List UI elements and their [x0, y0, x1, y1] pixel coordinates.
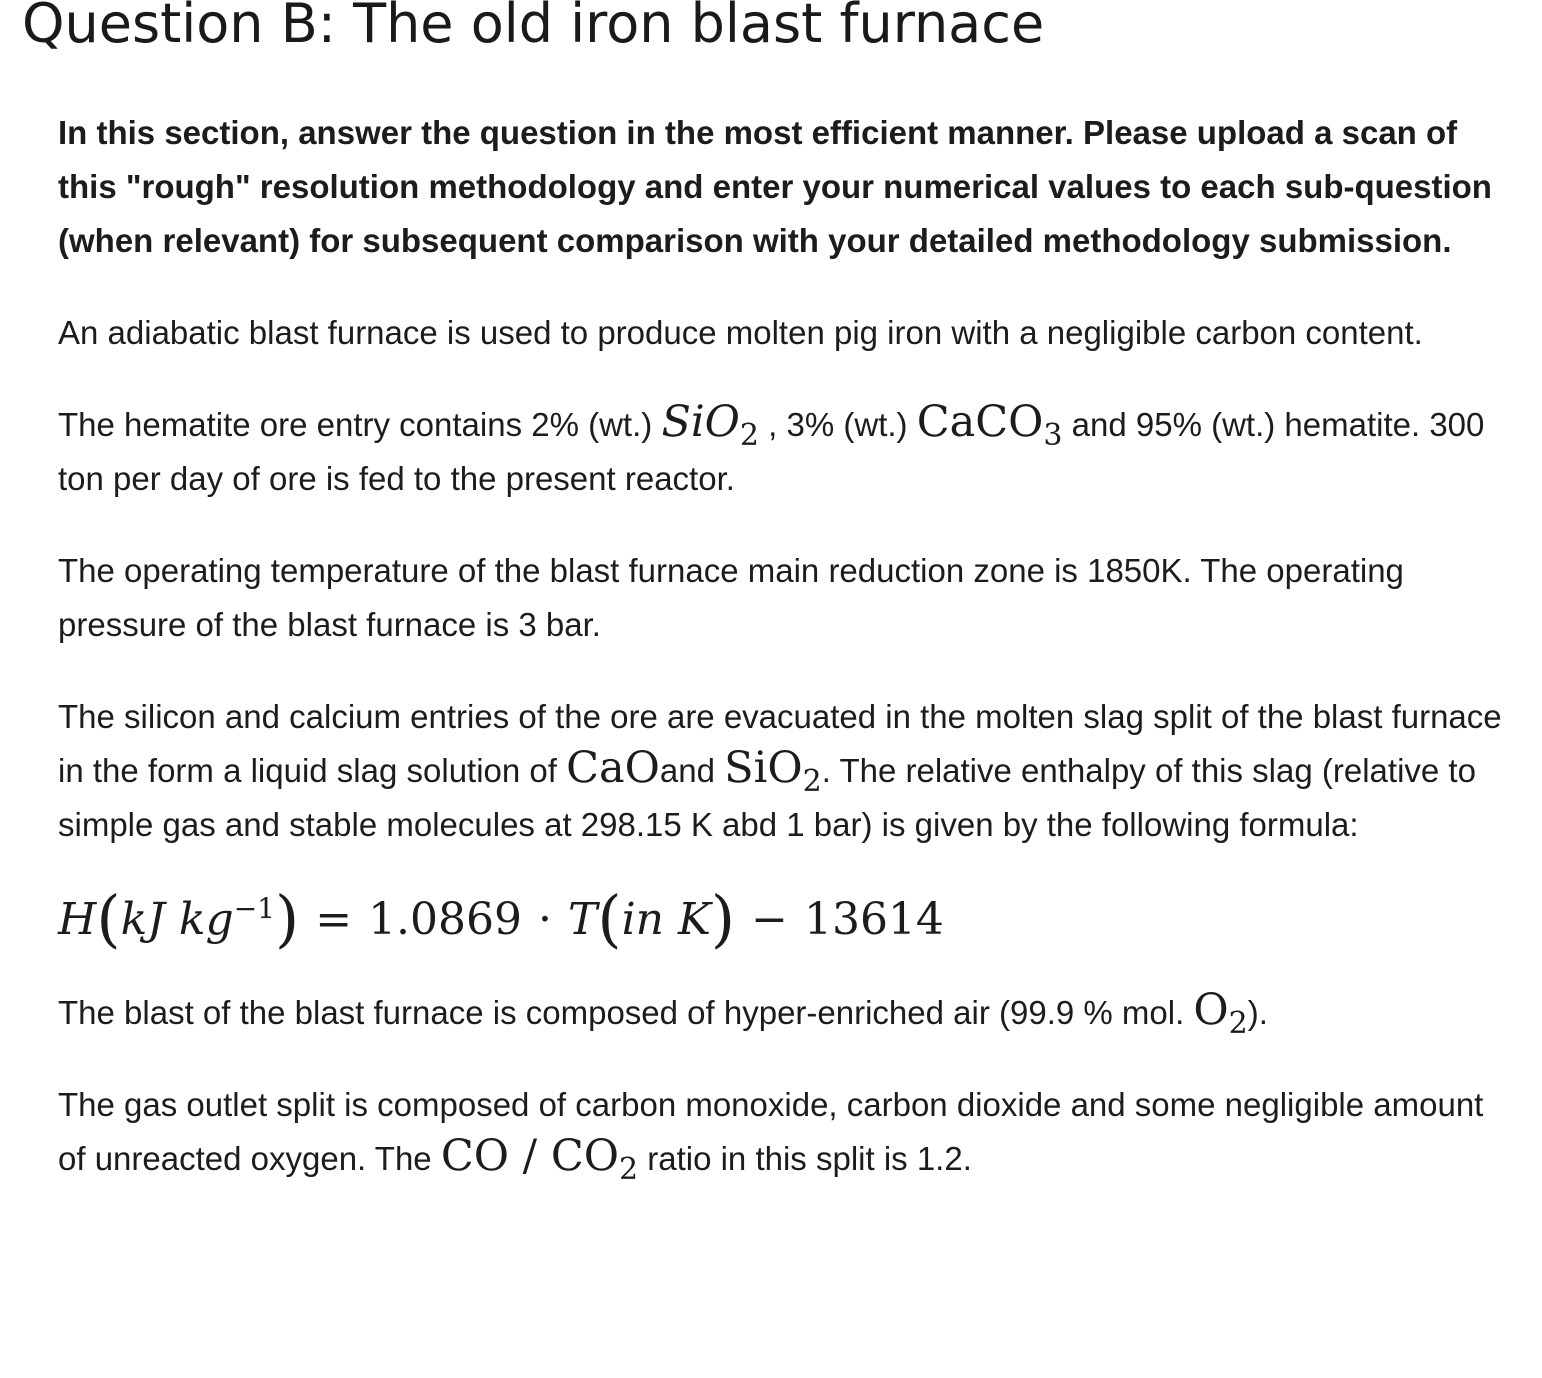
co-formula: CO	[440, 1131, 509, 1181]
slag-text-a: The silicon and calcium entries of the ore are evacuated in the molten slag split of the blast furnace in the form a liquid slag solution of	[58, 698, 1502, 789]
ore-text-a: The hematite ore entry contains 2% (wt.)	[58, 406, 662, 443]
slag-paragraph	[58, 690, 1513, 852]
furnace-description-paragraph: An adiabatic blast furnace is used to produce molten pig iron with a negligible carbon content.	[58, 314, 1423, 351]
eq-temp-unit: in K	[621, 894, 711, 945]
cao-formula: CaO	[566, 743, 660, 793]
operating-conditions-paragraph: The operating temperature of the blast furnace main reduction zone is 1850K. The operating pressure of the blast furnace is 3 bar.	[58, 552, 1404, 643]
gas-outlet-paragraph	[58, 1078, 1513, 1186]
eq-constant: 13614	[803, 894, 944, 945]
o2-formula: $O_2$	[1193, 985, 1248, 1041]
ore-text-b: , 3% (wt.)	[759, 406, 917, 443]
ratio-slash: /	[508, 1131, 551, 1181]
sio2-formula: SiO$_2$	[661, 397, 759, 453]
caco3-formula: CaCO$_3$	[916, 397, 1063, 453]
eq-unit: kJ kg	[120, 894, 234, 945]
slag-sio2-formula: SiO$_2$	[724, 743, 822, 799]
gas-text-a: The gas outlet split is composed of carbon monoxide, carbon dioxide and some negligible amount of unreacted oxygen. The	[58, 1086, 1484, 1177]
eq-dot: ·	[538, 894, 553, 945]
eq-paren-open: (	[96, 882, 121, 955]
co2-formula: $CO_2$	[550, 1131, 639, 1187]
eq-paren-close-2: )	[710, 882, 736, 955]
eq-h: H	[58, 894, 97, 945]
eq-paren-close: )	[274, 882, 300, 955]
eq-coefficient: 1.0869	[368, 894, 523, 945]
ore-text-c: and 95% (wt.) hematite. 300 ton per day of ore is fed to the present reactor.	[58, 406, 1485, 497]
question-body	[58, 106, 1513, 1224]
blast-composition-paragraph	[58, 986, 1513, 1040]
blast-text-b: ).	[1247, 994, 1268, 1031]
question-title: Question B: The old iron blast furnace	[22, 0, 1045, 55]
slag-text-b: and	[659, 752, 725, 789]
eq-exponent: −1	[233, 892, 275, 925]
eq-paren-open-2: (	[597, 882, 622, 955]
gas-text-b: ratio in this split is 1.2.	[638, 1140, 972, 1177]
eq-equals: =	[315, 894, 353, 945]
ore-composition-paragraph	[58, 398, 1513, 506]
enthalpy-equation	[58, 882, 1513, 955]
eq-t: T	[568, 894, 598, 945]
instructions-paragraph: In this section, answer the question in the most efficient manner. Please upload a scan of this "rough" resolution methodology and enter your numerical values to each sub-question (when relevant) for subsequent comparison with your detailed methodology submission.	[58, 114, 1492, 259]
slag-text-c: . The relative enthalpy of this slag (relative to simple gas and stable molecules at 298.15 K abd 1 bar) is given by the following formula:	[58, 752, 1476, 843]
eq-minus: −	[751, 894, 788, 945]
blast-text-a: The blast of the blast furnace is composed of hyper-enriched air (99.9 % mol.	[58, 994, 1194, 1031]
